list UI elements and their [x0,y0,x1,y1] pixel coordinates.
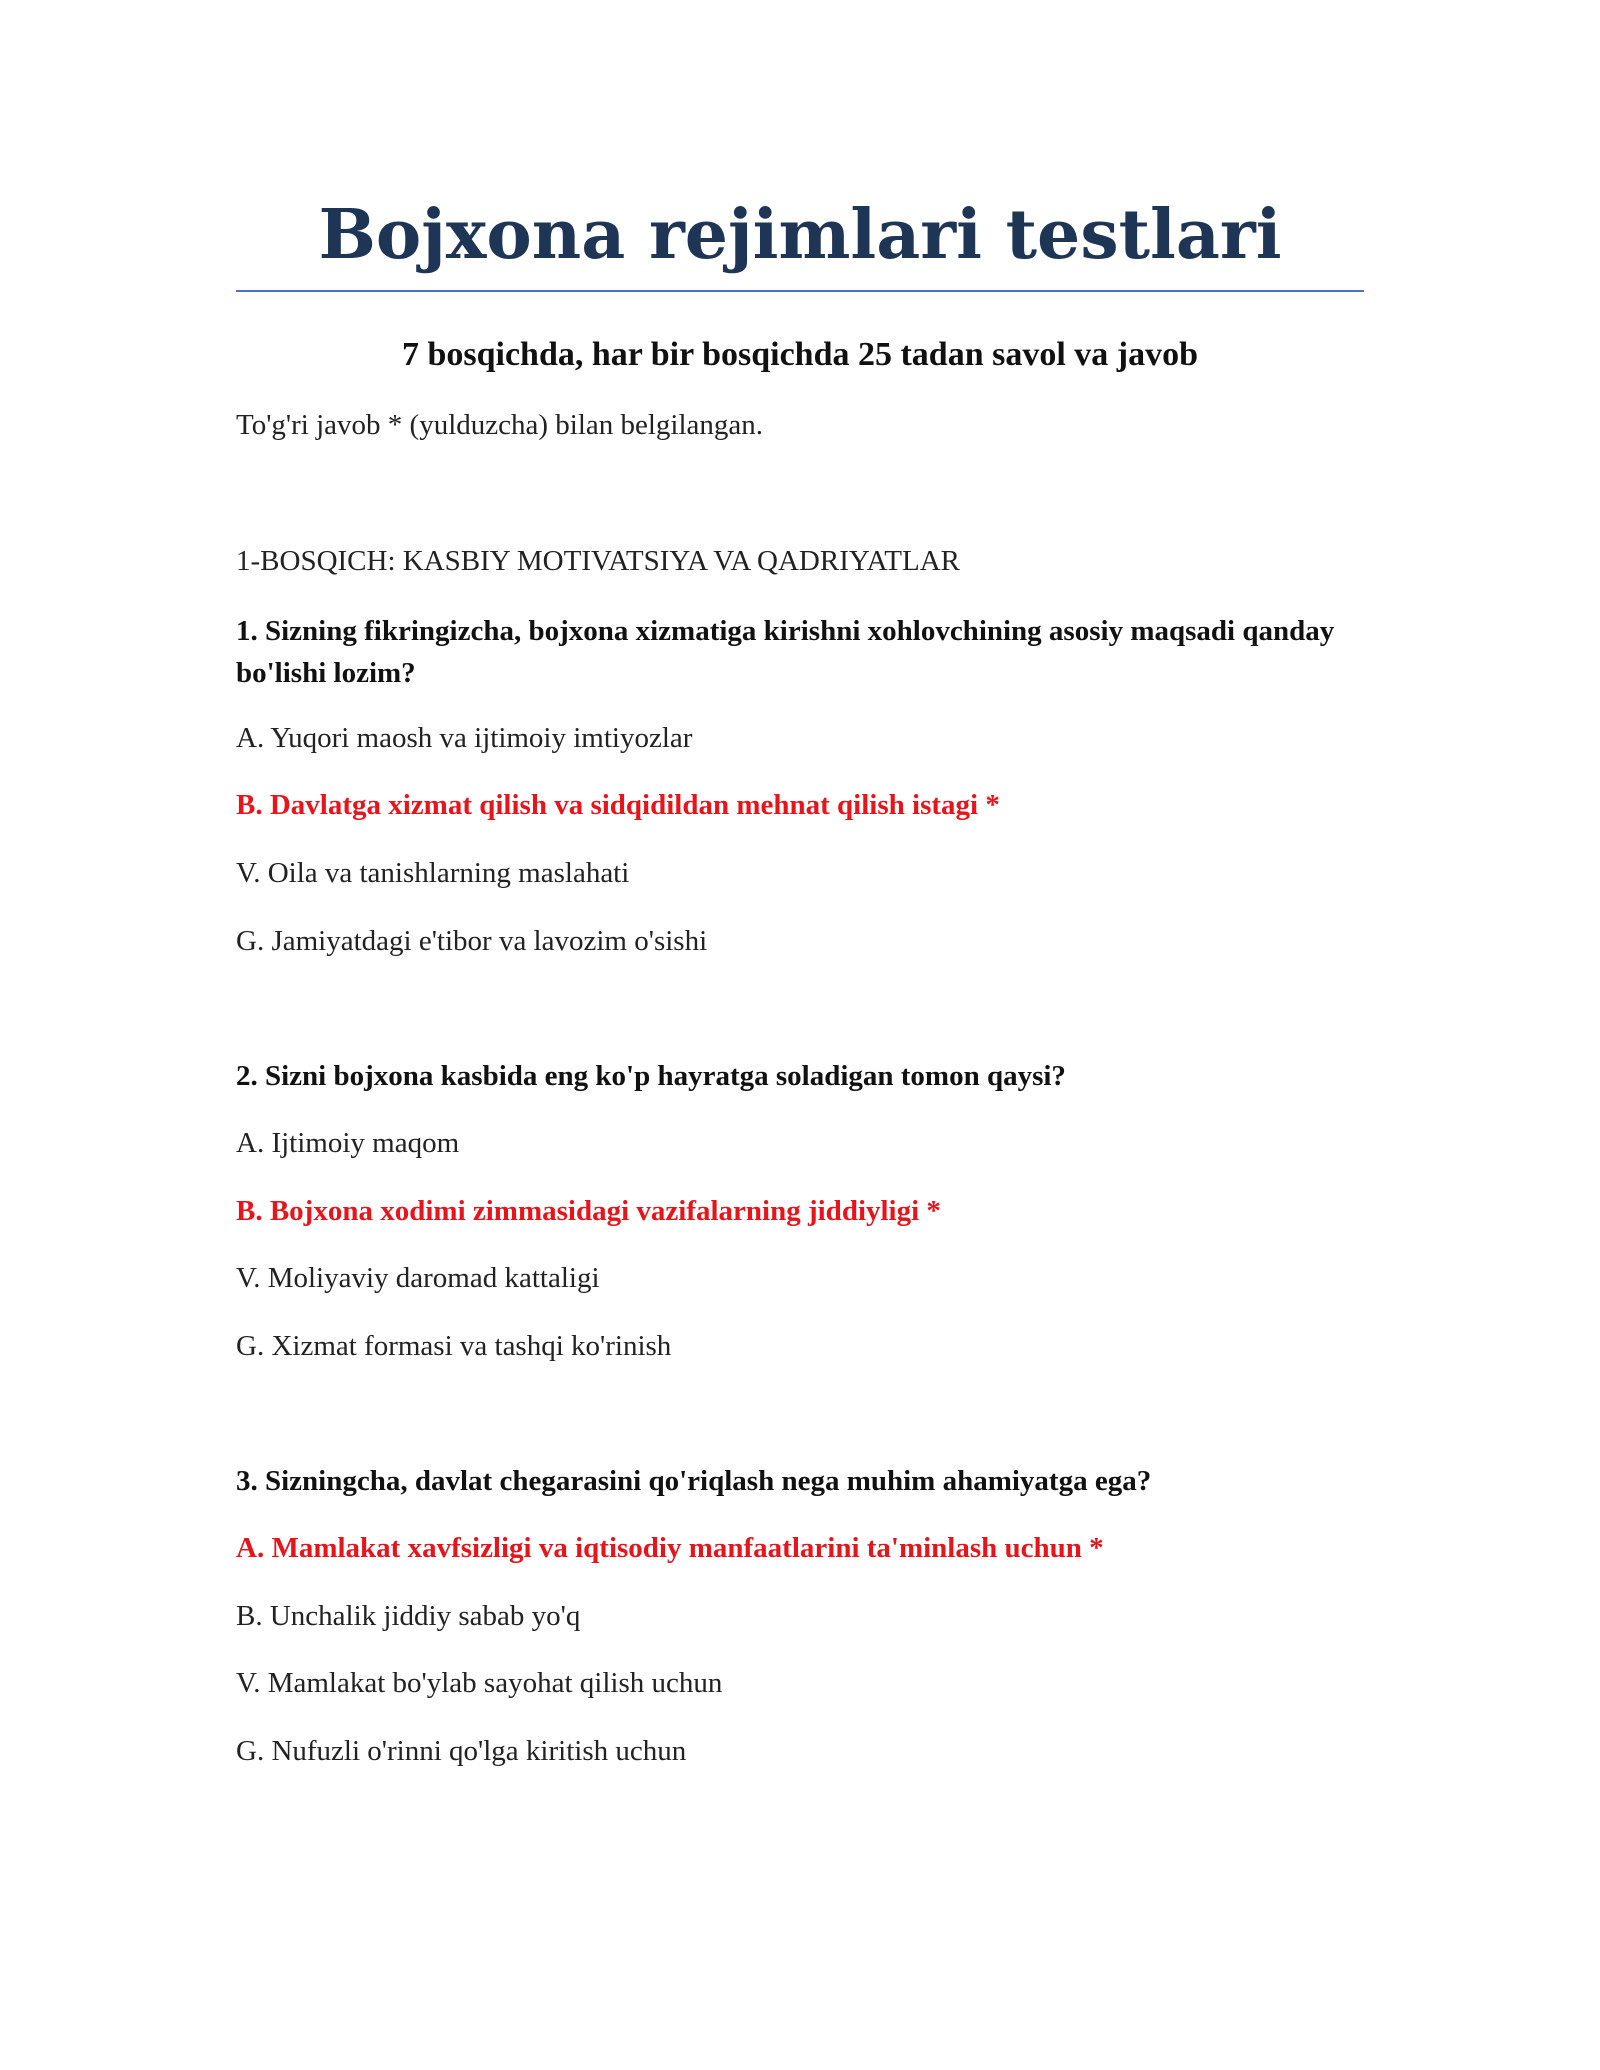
question-2-option-g: G. Xizmat formasi va tashqi ko'rinish [236,1330,672,1362]
question-3-option-a-correct: A. Mamlakat xavfsizligi va iqtisodiy manfaatlarini ta'minlash uchun * [236,1532,1104,1564]
document-title: Bojxona rejimlari testlari [318,195,1282,275]
answer-key-note: To'g'ri javob * (yulduzcha) bilan belgilangan. [236,409,764,441]
question-3: 3. Sizningcha, davlat chegarasini qo'riqlash nega muhim ahamiyatga ega? [236,1465,1152,1497]
question-3-option-v: V. Mamlakat bo'ylab sayohat qilish uchun [236,1667,723,1699]
question-1-option-v: V. Oila va tanishlarning maslahati [236,857,630,889]
question-1-option-g: G. Jamiyatdagi e'tibor va lavozim o'sishi [236,925,708,957]
question-1: 1. Sizning fikringizcha, bojxona xizmatiga kirishni xohlovchining asosiy maqsadi qanday bo'lishi lozim? [236,615,1335,689]
question-2-option-b-correct: B. Bojxona xodimi zimmasidagi vazifalarning jiddiyligi * [236,1195,941,1227]
question-2: 2. Sizni bojxona kasbida eng ko'p hayratga soladigan tomon qaysi? [236,1060,1066,1092]
question-2-option-a: A. Ijtimoiy maqom [236,1127,460,1159]
question-1-option-b-correct: B. Davlatga xizmat qilish va sidqidildan mehnat qilish istagi * [236,789,1000,821]
question-1-option-a: A. Yuqori maosh va ijtimoiy imtiyozlar [236,722,693,754]
title-underline [236,290,1364,292]
question-3-option-b: B. Unchalik jiddiy sabab yo'q [236,1600,581,1632]
question-2-option-v: V. Moliyaviy daromad kattaligi [236,1262,600,1294]
document-subtitle: 7 bosqichda, har bir bosqichda 25 tadan savol va javob [401,336,1199,373]
question-3-option-g: G. Nufuzli o'rinni qo'lga kiritish uchun [236,1735,687,1767]
section-heading: 1-BOSQICH: KASBIY MOTIVATSIYA VA QADRIYATLAR [236,545,961,577]
